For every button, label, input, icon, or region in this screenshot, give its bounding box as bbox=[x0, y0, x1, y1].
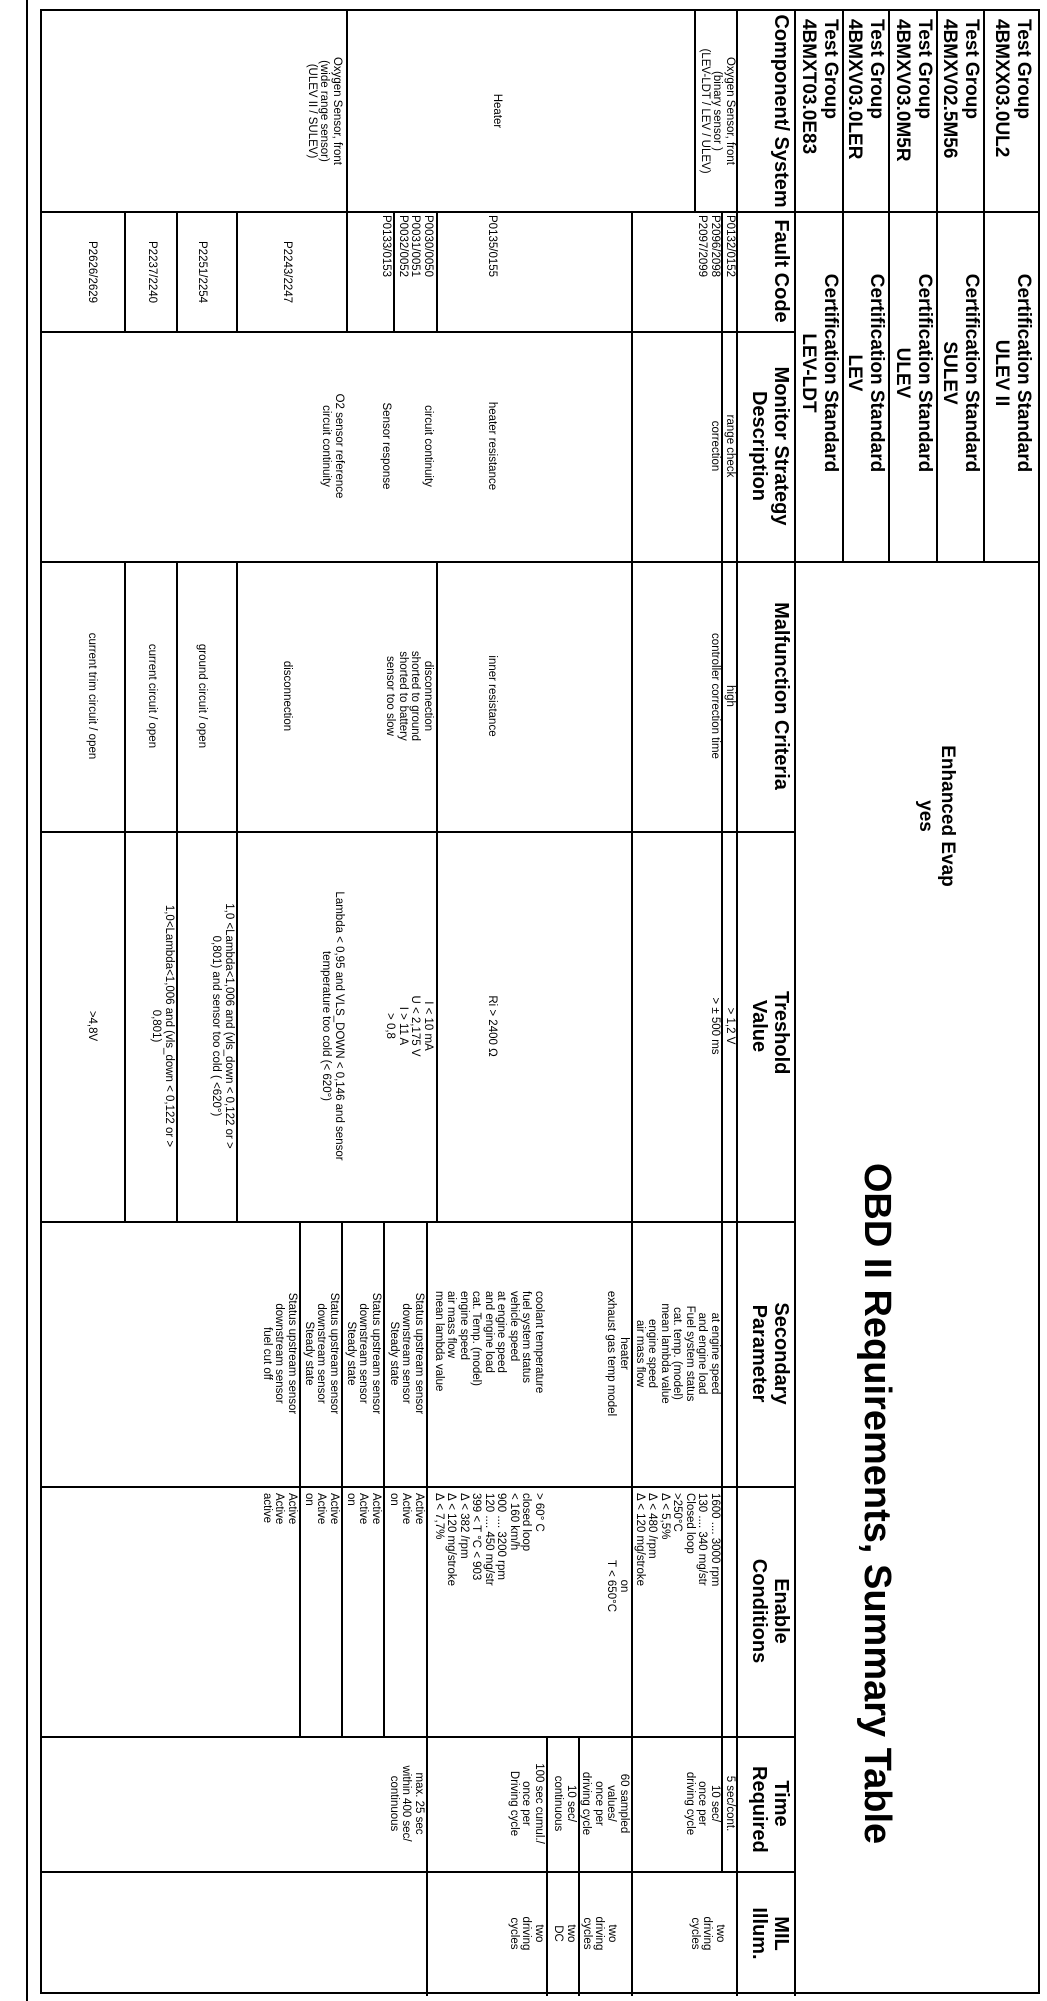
col-secondary: Secondary Parameter bbox=[748, 1302, 792, 1405]
r1-threshold: > 1,2 V bbox=[724, 1007, 736, 1045]
r2-codes: P2096/2098 P2097/2099 bbox=[696, 215, 721, 278]
col-enable: Enable Conditions bbox=[748, 1558, 792, 1664]
r1-criteria: high bbox=[724, 685, 736, 707]
col-fault-code: Fault Code bbox=[770, 219, 792, 323]
r5-monitor: Sensor response bbox=[380, 402, 392, 490]
component-oxygen-binary: Oxygen Sensor, front (binary sensor ) (LEV-LDT / LEV / ULEV) bbox=[699, 48, 736, 174]
r2-time: 10 sec/ once per driving cycle bbox=[684, 1771, 721, 1836]
r1-monitor: range check bbox=[724, 414, 736, 478]
r3-enable: on T < 650°C bbox=[605, 1559, 630, 1612]
r7-secondary: Status upstream sensor downstream sensor Steady state bbox=[345, 1292, 382, 1415]
cert-standard-5: Certification Standard LEV-LDT bbox=[798, 273, 841, 473]
r6-criteria: disconnection bbox=[281, 660, 293, 732]
r9-threshold: >4,8V bbox=[86, 1010, 98, 1042]
summary-table bbox=[40, 9, 1040, 1994]
cert-standard-2: Certification Standard SULEV bbox=[939, 273, 982, 473]
r2-monitor: correction bbox=[709, 420, 721, 472]
r9-enable: Active Active active bbox=[261, 1493, 298, 1525]
r3-time: 60 sampled values/ once per driving cycle bbox=[580, 1771, 630, 1836]
r4-codes: P0030/0050 P0031/0051 P0032/0052 bbox=[397, 215, 434, 278]
r7-enable: Active Active on bbox=[345, 1493, 382, 1525]
enhanced-evap: Enhanced Evap yes bbox=[915, 745, 958, 887]
test-group-5: Test Group 4BMXT03.0E83 bbox=[798, 19, 841, 155]
col-malfunction: Malfunction Criteria bbox=[770, 602, 792, 790]
r2-criteria: controller correction time bbox=[709, 633, 721, 759]
col-threshold: Treshold Value bbox=[748, 991, 792, 1075]
r6-enable: Active Active on bbox=[388, 1493, 425, 1525]
r6-time: max. 25 sec within 400 sec/ continuous bbox=[388, 1765, 425, 1842]
rotated-page bbox=[40, 9, 1040, 1994]
cert-standard-1: Certification Standard ULEV II bbox=[991, 273, 1034, 473]
r2-enable: 1600 .... 3000 rpm 130 .... 340 mg/str Closed loop >250°C Δ < 5,5% Δ < 480 /rpm Δ < 120 mg/stroke bbox=[634, 1493, 721, 1587]
page-margin-line bbox=[26, 0, 28, 2001]
cert-standard-3: Certification Standard ULEV bbox=[892, 273, 935, 473]
r5-time: 100 sec cumul./ once per Driving cycle bbox=[508, 1763, 545, 1844]
r1-time: 5 sec/cont. bbox=[724, 1775, 736, 1832]
page-title: OBD II Requirements, Summary Table bbox=[856, 1162, 898, 1845]
col-time: Time Required bbox=[748, 1766, 792, 1853]
col-mil: MIL Illum. bbox=[748, 1907, 792, 1960]
r5-secondary: coolant temperature fuel system status vehicle speed at engine speed and engine load cat. Temp. (model) engine speed air mass flow mean lambda value bbox=[433, 1291, 545, 1394]
col-monitor-strategy: Monitor Strategy Description bbox=[748, 366, 792, 526]
r9-code: P2626/2629 bbox=[86, 241, 98, 304]
r6-secondary: Status upstream sensor downstream sensor Steady state bbox=[388, 1292, 425, 1415]
r2-threshold: > ± 500 ms bbox=[709, 997, 721, 1055]
r8-secondary: Status upstream sensor downstream sensor Steady state bbox=[303, 1292, 340, 1415]
r8-enable: Active Active on bbox=[303, 1493, 340, 1525]
r7-threshold: 1,0 <Lambda<1,006 and (vls_down < 0,122 or > 0,801) and sensor too cold ( <620°) bbox=[210, 903, 235, 1149]
r2-mil: two driving cycles bbox=[689, 1916, 726, 1951]
r9-secondary: Status upstream sensor downstream sensor fuel cut off bbox=[261, 1292, 298, 1415]
cert-standard-4: Certification Standard LEV bbox=[844, 273, 887, 473]
r3-secondary: heater exhaust gas temp model bbox=[605, 1290, 630, 1417]
r3-code: P0135/0155 bbox=[486, 215, 498, 278]
test-group-3: Test Group 4BMXV03.0M5R bbox=[892, 19, 935, 162]
component-heater: Heater bbox=[491, 93, 503, 129]
r4-time: 10 sec/ continuous bbox=[552, 1775, 577, 1832]
r6-code: P2243/2247 bbox=[281, 241, 293, 304]
r8-threshold: 1,0<Lambda<1,006 and (vls_down < 0,122 or > 0,801) bbox=[150, 904, 175, 1148]
r7-criteria: ground circuit / open bbox=[196, 643, 208, 749]
component-oxygen-wide-range: Oxygen Sensor, front (wide range sensor) (ULEV II / SULEV) bbox=[306, 56, 343, 166]
r1-code: P0132/0152 bbox=[724, 215, 736, 278]
r4-criteria: disconnection shorted to ground shorted to battery sensor too slow bbox=[384, 650, 434, 742]
r8-code: P2237/2240 bbox=[146, 241, 158, 304]
r2-secondary: at engine speed and engine load Fuel system status cat. temp. (model) mean lambda value engine speed air mass flow bbox=[634, 1303, 721, 1404]
r5-mil: two driving cycles bbox=[508, 1916, 545, 1951]
r6-monitor: O2 sensor reference circuit continuity bbox=[320, 393, 345, 499]
test-group-2: Test Group 4BMXV02.5M56 bbox=[939, 19, 982, 159]
test-group-1: Test Group 4BMXX03.0UL2 bbox=[991, 19, 1034, 158]
r3-mil: two driving cycles bbox=[581, 1916, 618, 1951]
col-component: Component/ System bbox=[770, 14, 792, 208]
r5-code: P0133/0153 bbox=[380, 215, 392, 278]
r3-monitor: heater resistance bbox=[486, 401, 498, 491]
r3-threshold: Ri > 2400 Ω bbox=[486, 995, 498, 1057]
r6-threshold: Lambda < 0,95 and VLS_DOWN < 0,146 and sensor temperature too cold (< 620°) bbox=[320, 891, 345, 1161]
r9-criteria: current trim circuit / open bbox=[86, 632, 98, 760]
r4-mil: two DC bbox=[552, 1924, 577, 1943]
r7-code: P2251/2254 bbox=[196, 241, 208, 304]
r4-threshold: I < 10 mA U < 2,175 V I > 11 A > 0,8 bbox=[384, 995, 434, 1057]
r8-criteria: current circuit / open bbox=[146, 643, 158, 749]
r4-monitor: circuit continuity bbox=[422, 405, 434, 487]
test-group-4: Test Group 4BMXV03.0LER bbox=[844, 19, 887, 160]
r3-criteria: inner resistance bbox=[486, 655, 498, 737]
r5-enable: > 60° C closed loop < 160 km/h 900 .... 3200 rpm 120 .... 450 mg/str 399 < T °C < 903 Δ < 382 /rpm Δ < 120 mg/stroke Δ < 7,7% bbox=[433, 1493, 545, 1587]
